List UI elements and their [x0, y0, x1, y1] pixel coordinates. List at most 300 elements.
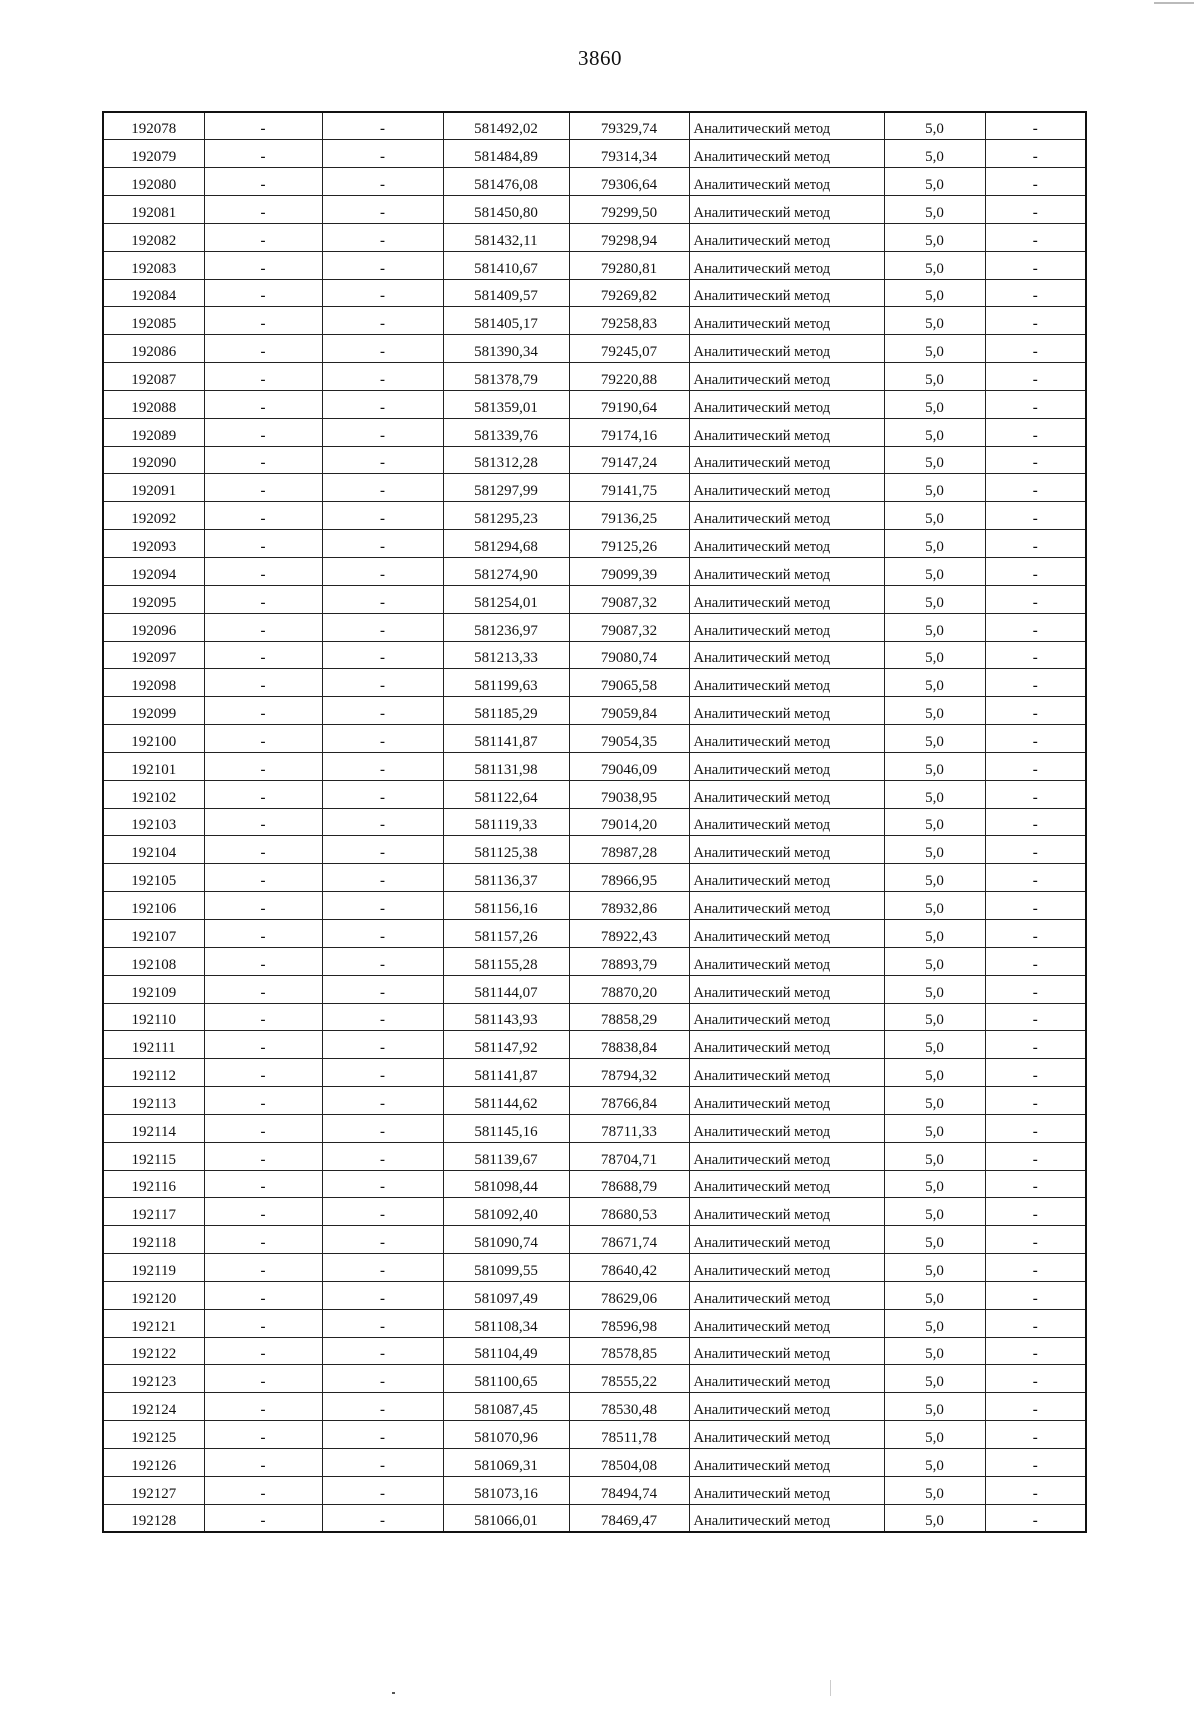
y-coordinate-cell: 78704,71	[569, 1142, 689, 1170]
y-coordinate-cell: 79136,25	[569, 502, 689, 530]
empty-value-cell: -	[985, 585, 1086, 613]
empty-value-cell: -	[322, 1504, 443, 1532]
y-coordinate-cell: 78530,48	[569, 1393, 689, 1421]
x-coordinate-cell: 581099,55	[443, 1254, 569, 1282]
empty-value-cell: -	[322, 1476, 443, 1504]
method-cell: Аналитический метод	[689, 1337, 884, 1365]
x-coordinate-cell: 581122,64	[443, 780, 569, 808]
accuracy-cell: 5,0	[884, 1281, 985, 1309]
empty-value-cell: -	[322, 279, 443, 307]
empty-value-cell: -	[204, 1504, 322, 1532]
empty-value-cell: -	[985, 530, 1086, 558]
method-cell: Аналитический метод	[689, 585, 884, 613]
method-cell: Аналитический метод	[689, 1170, 884, 1198]
y-coordinate-cell: 78932,86	[569, 892, 689, 920]
y-coordinate-cell: 79099,39	[569, 558, 689, 586]
accuracy-cell: 5,0	[884, 363, 985, 391]
empty-value-cell: -	[322, 1365, 443, 1393]
point-number-cell: 192078	[103, 112, 204, 140]
empty-value-cell: -	[985, 418, 1086, 446]
empty-value-cell: -	[985, 613, 1086, 641]
x-coordinate-cell: 581312,28	[443, 446, 569, 474]
y-coordinate-cell: 79087,32	[569, 613, 689, 641]
empty-value-cell: -	[204, 196, 322, 224]
y-coordinate-cell: 78858,29	[569, 1003, 689, 1031]
empty-value-cell: -	[204, 1309, 322, 1337]
x-coordinate-cell: 581297,99	[443, 474, 569, 502]
x-coordinate-cell: 581139,67	[443, 1142, 569, 1170]
table-body	[103, 112, 1086, 1532]
y-coordinate-cell: 78922,43	[569, 919, 689, 947]
y-coordinate-cell: 78469,47	[569, 1504, 689, 1532]
empty-value-cell: -	[204, 1059, 322, 1087]
y-coordinate-cell: 79190,64	[569, 390, 689, 418]
point-number-cell: 192108	[103, 947, 204, 975]
empty-value-cell: -	[322, 530, 443, 558]
y-coordinate-cell: 79046,09	[569, 752, 689, 780]
accuracy-cell: 5,0	[884, 1476, 985, 1504]
accuracy-cell: 5,0	[884, 1142, 985, 1170]
point-number-cell: 192083	[103, 251, 204, 279]
empty-value-cell: -	[985, 279, 1086, 307]
accuracy-cell: 5,0	[884, 196, 985, 224]
empty-value-cell: -	[322, 1309, 443, 1337]
empty-value-cell: -	[985, 641, 1086, 669]
method-cell: Аналитический метод	[689, 975, 884, 1003]
x-coordinate-cell: 581073,16	[443, 1476, 569, 1504]
method-cell: Аналитический метод	[689, 307, 884, 335]
scan-artifact	[1154, 2, 1194, 4]
x-coordinate-cell: 581295,23	[443, 502, 569, 530]
empty-value-cell: -	[204, 168, 322, 196]
method-cell: Аналитический метод	[689, 1003, 884, 1031]
empty-value-cell: -	[204, 474, 322, 502]
empty-value-cell: -	[204, 390, 322, 418]
x-coordinate-cell: 581070,96	[443, 1421, 569, 1449]
table-row	[103, 335, 1086, 363]
empty-value-cell: -	[322, 697, 443, 725]
y-coordinate-cell: 78893,79	[569, 947, 689, 975]
accuracy-cell: 5,0	[884, 390, 985, 418]
table-row	[103, 975, 1086, 1003]
y-coordinate-cell: 79125,26	[569, 530, 689, 558]
table-row	[103, 502, 1086, 530]
empty-value-cell: -	[322, 335, 443, 363]
y-coordinate-cell: 79280,81	[569, 251, 689, 279]
method-cell: Аналитический метод	[689, 112, 884, 140]
method-cell: Аналитический метод	[689, 919, 884, 947]
method-cell: Аналитический метод	[689, 1476, 884, 1504]
method-cell: Аналитический метод	[689, 892, 884, 920]
table-row	[103, 919, 1086, 947]
table-row	[103, 251, 1086, 279]
y-coordinate-cell: 78596,98	[569, 1309, 689, 1337]
table-row	[103, 585, 1086, 613]
empty-value-cell: -	[985, 1281, 1086, 1309]
empty-value-cell: -	[322, 251, 443, 279]
empty-value-cell: -	[322, 585, 443, 613]
point-number-cell: 192081	[103, 196, 204, 224]
table-row	[103, 780, 1086, 808]
empty-value-cell: -	[985, 1198, 1086, 1226]
y-coordinate-cell: 78711,33	[569, 1114, 689, 1142]
point-number-cell: 192121	[103, 1309, 204, 1337]
method-cell: Аналитический метод	[689, 363, 884, 391]
method-cell: Аналитический метод	[689, 641, 884, 669]
y-coordinate-cell: 79245,07	[569, 335, 689, 363]
table-row	[103, 1114, 1086, 1142]
table-row	[103, 1003, 1086, 1031]
empty-value-cell: -	[985, 669, 1086, 697]
empty-value-cell: -	[322, 1198, 443, 1226]
empty-value-cell: -	[204, 836, 322, 864]
point-number-cell: 192095	[103, 585, 204, 613]
table-row	[103, 1309, 1086, 1337]
empty-value-cell: -	[322, 474, 443, 502]
empty-value-cell: -	[985, 1087, 1086, 1115]
table-row	[103, 279, 1086, 307]
method-cell: Аналитический метод	[689, 418, 884, 446]
x-coordinate-cell: 581100,65	[443, 1365, 569, 1393]
accuracy-cell: 5,0	[884, 1337, 985, 1365]
empty-value-cell: -	[985, 725, 1086, 753]
empty-value-cell: -	[985, 697, 1086, 725]
point-number-cell: 192099	[103, 697, 204, 725]
empty-value-cell: -	[985, 1421, 1086, 1449]
x-coordinate-cell: 581125,38	[443, 836, 569, 864]
empty-value-cell: -	[985, 864, 1086, 892]
empty-value-cell: -	[322, 1337, 443, 1365]
table-row	[103, 474, 1086, 502]
x-coordinate-cell: 581339,76	[443, 418, 569, 446]
table-row	[103, 558, 1086, 586]
table-row	[103, 1198, 1086, 1226]
empty-value-cell: -	[985, 251, 1086, 279]
point-number-cell: 192093	[103, 530, 204, 558]
empty-value-cell: -	[322, 752, 443, 780]
point-number-cell: 192084	[103, 279, 204, 307]
x-coordinate-cell: 581087,45	[443, 1393, 569, 1421]
empty-value-cell: -	[204, 1226, 322, 1254]
y-coordinate-cell: 79080,74	[569, 641, 689, 669]
empty-value-cell: -	[204, 585, 322, 613]
method-cell: Аналитический метод	[689, 725, 884, 753]
y-coordinate-cell: 78870,20	[569, 975, 689, 1003]
table-row	[103, 1281, 1086, 1309]
x-coordinate-cell: 581144,07	[443, 975, 569, 1003]
empty-value-cell: -	[322, 947, 443, 975]
accuracy-cell: 5,0	[884, 1254, 985, 1282]
empty-value-cell: -	[985, 474, 1086, 502]
x-coordinate-cell: 581199,63	[443, 669, 569, 697]
accuracy-cell: 5,0	[884, 585, 985, 613]
point-number-cell: 192127	[103, 1476, 204, 1504]
method-cell: Аналитический метод	[689, 780, 884, 808]
empty-value-cell: -	[204, 558, 322, 586]
empty-value-cell: -	[204, 1003, 322, 1031]
y-coordinate-cell: 78766,84	[569, 1087, 689, 1115]
empty-value-cell: -	[204, 223, 322, 251]
empty-value-cell: -	[985, 892, 1086, 920]
empty-value-cell: -	[985, 307, 1086, 335]
table-row	[103, 363, 1086, 391]
y-coordinate-cell: 78688,79	[569, 1170, 689, 1198]
accuracy-cell: 5,0	[884, 1087, 985, 1115]
empty-value-cell: -	[322, 808, 443, 836]
table-row	[103, 669, 1086, 697]
x-coordinate-cell: 581069,31	[443, 1449, 569, 1477]
x-coordinate-cell: 581294,68	[443, 530, 569, 558]
empty-value-cell: -	[985, 446, 1086, 474]
x-coordinate-cell: 581136,37	[443, 864, 569, 892]
page-number: 3860	[578, 46, 622, 70]
x-coordinate-cell: 581390,34	[443, 335, 569, 363]
x-coordinate-cell: 581108,34	[443, 1309, 569, 1337]
empty-value-cell: -	[322, 836, 443, 864]
method-cell: Аналитический метод	[689, 168, 884, 196]
point-number-cell: 192123	[103, 1365, 204, 1393]
empty-value-cell: -	[204, 1281, 322, 1309]
empty-value-cell: -	[204, 530, 322, 558]
accuracy-cell: 5,0	[884, 1059, 985, 1087]
table-row	[103, 418, 1086, 446]
point-number-cell: 192080	[103, 168, 204, 196]
y-coordinate-cell: 79299,50	[569, 196, 689, 224]
x-coordinate-cell: 581104,49	[443, 1337, 569, 1365]
table-row	[103, 1476, 1086, 1504]
table-row	[103, 390, 1086, 418]
y-coordinate-cell: 78640,42	[569, 1254, 689, 1282]
y-coordinate-cell: 78578,85	[569, 1337, 689, 1365]
y-coordinate-cell: 78680,53	[569, 1198, 689, 1226]
empty-value-cell: -	[204, 279, 322, 307]
empty-value-cell: -	[322, 1449, 443, 1477]
table-row	[103, 1504, 1086, 1532]
accuracy-cell: 5,0	[884, 474, 985, 502]
method-cell: Аналитический метод	[689, 335, 884, 363]
empty-value-cell: -	[322, 864, 443, 892]
empty-value-cell: -	[985, 1337, 1086, 1365]
method-cell: Аналитический метод	[689, 836, 884, 864]
method-cell: Аналитический метод	[689, 697, 884, 725]
accuracy-cell: 5,0	[884, 1309, 985, 1337]
empty-value-cell: -	[985, 1031, 1086, 1059]
empty-value-cell: -	[322, 892, 443, 920]
point-number-cell: 192106	[103, 892, 204, 920]
y-coordinate-cell: 79065,58	[569, 669, 689, 697]
table-row	[103, 1365, 1086, 1393]
method-cell: Аналитический метод	[689, 1393, 884, 1421]
accuracy-cell: 5,0	[884, 1114, 985, 1142]
x-coordinate-cell: 581409,57	[443, 279, 569, 307]
accuracy-cell: 5,0	[884, 1365, 985, 1393]
table-row	[103, 1226, 1086, 1254]
method-cell: Аналитический метод	[689, 669, 884, 697]
empty-value-cell: -	[985, 1226, 1086, 1254]
empty-value-cell: -	[322, 1226, 443, 1254]
x-coordinate-cell: 581484,89	[443, 140, 569, 168]
x-coordinate-cell: 581185,29	[443, 697, 569, 725]
x-coordinate-cell: 581092,40	[443, 1198, 569, 1226]
empty-value-cell: -	[985, 1059, 1086, 1087]
empty-value-cell: -	[985, 140, 1086, 168]
accuracy-cell: 5,0	[884, 808, 985, 836]
empty-value-cell: -	[204, 446, 322, 474]
empty-value-cell: -	[204, 112, 322, 140]
empty-value-cell: -	[204, 919, 322, 947]
table-row	[103, 1142, 1086, 1170]
accuracy-cell: 5,0	[884, 669, 985, 697]
empty-value-cell: -	[322, 1421, 443, 1449]
method-cell: Аналитический метод	[689, 196, 884, 224]
empty-value-cell: -	[985, 1142, 1086, 1170]
table-row	[103, 697, 1086, 725]
table-row	[103, 752, 1086, 780]
accuracy-cell: 5,0	[884, 140, 985, 168]
accuracy-cell: 5,0	[884, 725, 985, 753]
x-coordinate-cell: 581155,28	[443, 947, 569, 975]
table-row	[103, 1337, 1086, 1365]
empty-value-cell: -	[204, 1254, 322, 1282]
accuracy-cell: 5,0	[884, 112, 985, 140]
x-coordinate-cell: 581119,33	[443, 808, 569, 836]
point-number-cell: 192120	[103, 1281, 204, 1309]
y-coordinate-cell: 79314,34	[569, 140, 689, 168]
empty-value-cell: -	[985, 752, 1086, 780]
empty-value-cell: -	[204, 947, 322, 975]
method-cell: Аналитический метод	[689, 530, 884, 558]
method-cell: Аналитический метод	[689, 864, 884, 892]
method-cell: Аналитический метод	[689, 1142, 884, 1170]
y-coordinate-cell: 79329,74	[569, 112, 689, 140]
empty-value-cell: -	[322, 1031, 443, 1059]
accuracy-cell: 5,0	[884, 1393, 985, 1421]
point-number-cell: 192119	[103, 1254, 204, 1282]
empty-value-cell: -	[204, 502, 322, 530]
method-cell: Аналитический метод	[689, 140, 884, 168]
empty-value-cell: -	[322, 1003, 443, 1031]
y-coordinate-cell: 79014,20	[569, 808, 689, 836]
accuracy-cell: 5,0	[884, 947, 985, 975]
x-coordinate-cell: 581156,16	[443, 892, 569, 920]
point-number-cell: 192091	[103, 474, 204, 502]
empty-value-cell: -	[204, 669, 322, 697]
empty-value-cell: -	[985, 1504, 1086, 1532]
empty-value-cell: -	[985, 1170, 1086, 1198]
empty-value-cell: -	[985, 112, 1086, 140]
table-row	[103, 836, 1086, 864]
accuracy-cell: 5,0	[884, 613, 985, 641]
empty-value-cell: -	[985, 1365, 1086, 1393]
y-coordinate-cell: 79258,83	[569, 307, 689, 335]
method-cell: Аналитический метод	[689, 808, 884, 836]
empty-value-cell: -	[322, 1059, 443, 1087]
table-row	[103, 1421, 1086, 1449]
empty-value-cell: -	[204, 335, 322, 363]
y-coordinate-cell: 78987,28	[569, 836, 689, 864]
point-number-cell: 192128	[103, 1504, 204, 1532]
empty-value-cell: -	[204, 251, 322, 279]
method-cell: Аналитический метод	[689, 446, 884, 474]
empty-value-cell: -	[322, 725, 443, 753]
x-coordinate-cell: 581066,01	[443, 1504, 569, 1532]
table-row	[103, 1254, 1086, 1282]
method-cell: Аналитический метод	[689, 1504, 884, 1532]
y-coordinate-cell: 79298,94	[569, 223, 689, 251]
method-cell: Аналитический метод	[689, 752, 884, 780]
x-coordinate-cell: 581359,01	[443, 390, 569, 418]
x-coordinate-cell: 581144,62	[443, 1087, 569, 1115]
method-cell: Аналитический метод	[689, 390, 884, 418]
method-cell: Аналитический метод	[689, 947, 884, 975]
point-number-cell: 192111	[103, 1031, 204, 1059]
x-coordinate-cell: 581476,08	[443, 168, 569, 196]
empty-value-cell: -	[322, 641, 443, 669]
empty-value-cell: -	[322, 196, 443, 224]
table-row	[103, 725, 1086, 753]
point-number-cell: 192107	[103, 919, 204, 947]
y-coordinate-cell: 78671,74	[569, 1226, 689, 1254]
empty-value-cell: -	[322, 112, 443, 140]
empty-value-cell: -	[204, 307, 322, 335]
point-number-cell: 192116	[103, 1170, 204, 1198]
accuracy-cell: 5,0	[884, 168, 985, 196]
point-number-cell: 192105	[103, 864, 204, 892]
y-coordinate-cell: 78504,08	[569, 1449, 689, 1477]
empty-value-cell: -	[985, 335, 1086, 363]
x-coordinate-cell: 581141,87	[443, 725, 569, 753]
empty-value-cell: -	[985, 1476, 1086, 1504]
point-number-cell: 192110	[103, 1003, 204, 1031]
empty-value-cell: -	[985, 1449, 1086, 1477]
method-cell: Аналитический метод	[689, 558, 884, 586]
empty-value-cell: -	[985, 808, 1086, 836]
scan-artifact	[392, 1692, 395, 1694]
empty-value-cell: -	[322, 1254, 443, 1282]
accuracy-cell: 5,0	[884, 919, 985, 947]
empty-value-cell: -	[985, 1393, 1086, 1421]
coordinates-table	[102, 111, 1087, 1533]
accuracy-cell: 5,0	[884, 836, 985, 864]
table-row	[103, 196, 1086, 224]
method-cell: Аналитический метод	[689, 1226, 884, 1254]
empty-value-cell: -	[985, 919, 1086, 947]
x-coordinate-cell: 581145,16	[443, 1114, 569, 1142]
point-number-cell: 192102	[103, 780, 204, 808]
table-row	[103, 808, 1086, 836]
table-row	[103, 1393, 1086, 1421]
empty-value-cell: -	[985, 1309, 1086, 1337]
x-coordinate-cell: 581131,98	[443, 752, 569, 780]
empty-value-cell: -	[204, 1031, 322, 1059]
x-coordinate-cell: 581213,33	[443, 641, 569, 669]
y-coordinate-cell: 78494,74	[569, 1476, 689, 1504]
accuracy-cell: 5,0	[884, 641, 985, 669]
y-coordinate-cell: 79141,75	[569, 474, 689, 502]
empty-value-cell: -	[985, 947, 1086, 975]
empty-value-cell: -	[204, 1365, 322, 1393]
accuracy-cell: 5,0	[884, 251, 985, 279]
y-coordinate-cell: 79220,88	[569, 363, 689, 391]
empty-value-cell: -	[985, 168, 1086, 196]
accuracy-cell: 5,0	[884, 223, 985, 251]
empty-value-cell: -	[204, 1087, 322, 1115]
point-number-cell: 192079	[103, 140, 204, 168]
empty-value-cell: -	[322, 418, 443, 446]
empty-value-cell: -	[322, 168, 443, 196]
table-row	[103, 446, 1086, 474]
point-number-cell: 192104	[103, 836, 204, 864]
